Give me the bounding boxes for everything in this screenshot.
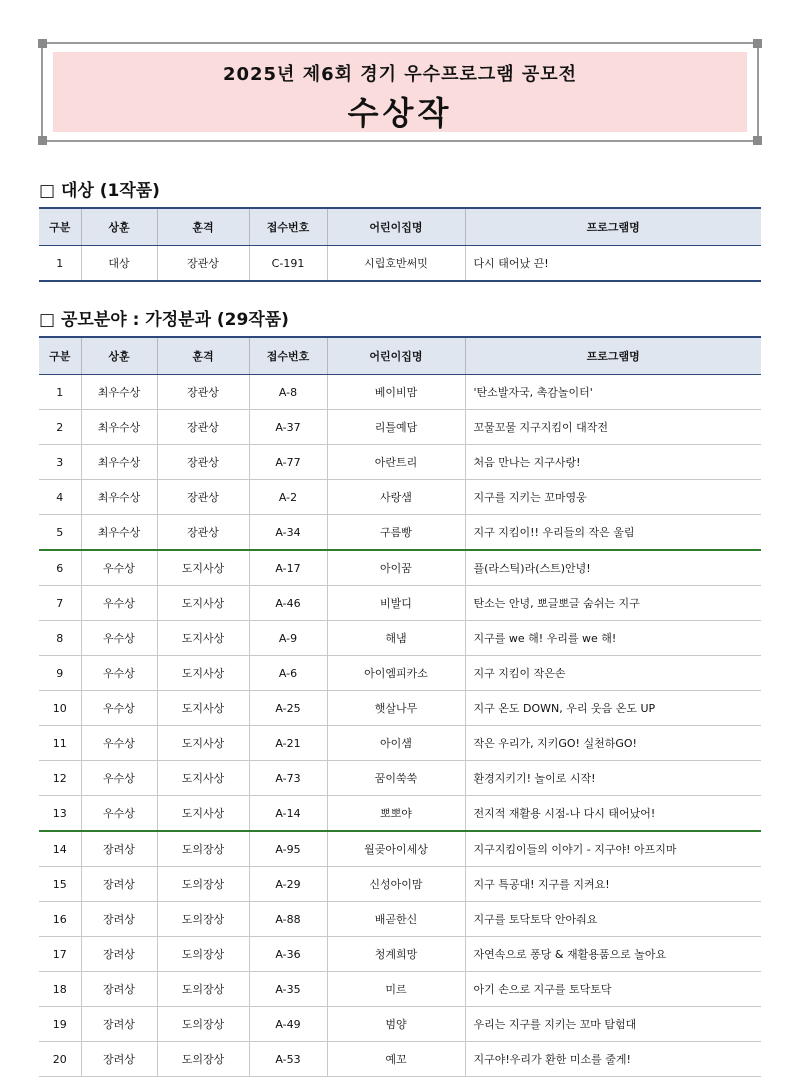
cell-receipt-no: C-191 [249, 246, 327, 282]
table-row [39, 621, 761, 656]
cell-award: 장려상 [81, 1042, 157, 1077]
cell-daycare-name: 아이엠피카소 [327, 656, 465, 691]
cell-honor: 도지사상 [157, 726, 249, 761]
cell-number: 18 [39, 972, 81, 1007]
cell-honor: 장관상 [157, 480, 249, 515]
cell-award: 장려상 [81, 902, 157, 937]
document-title: 수상작 [347, 94, 453, 132]
cell-program-name: 다시 태어났 끈! [465, 246, 761, 282]
cell-daycare-name: 아란트리 [327, 445, 465, 480]
cell-program-name: 처음 만나는 지구사랑! [465, 445, 761, 480]
cell-honor: 도지사상 [157, 656, 249, 691]
grand-prize-table [39, 207, 761, 282]
column-header: 구분 [39, 337, 81, 375]
column-header: 훈격 [157, 208, 249, 246]
cell-receipt-no: A-37 [249, 410, 327, 445]
cell-daycare-name: 베이비맘 [327, 375, 465, 410]
cell-receipt-no: A-88 [249, 902, 327, 937]
cell-award: 우수상 [81, 550, 157, 586]
cell-number: 19 [39, 1007, 81, 1042]
column-header: 훈격 [157, 337, 249, 375]
cell-honor: 도의장상 [157, 1007, 249, 1042]
cell-program-name: 지구를 토닥토닥 안아줘요 [465, 902, 761, 937]
column-header: 접수번호 [249, 337, 327, 375]
cell-number: 9 [39, 656, 81, 691]
table-header-row [39, 208, 761, 246]
cell-daycare-name: 아이꿈 [327, 550, 465, 586]
cell-award: 최우수상 [81, 375, 157, 410]
table-row [39, 480, 761, 515]
cell-number: 14 [39, 831, 81, 867]
cell-receipt-no: A-2 [249, 480, 327, 515]
title-frame [41, 42, 759, 142]
title-box [53, 52, 747, 132]
cell-receipt-no: A-14 [249, 796, 327, 832]
cell-number: 16 [39, 902, 81, 937]
table-row [39, 691, 761, 726]
cell-award: 우수상 [81, 586, 157, 621]
cell-receipt-no: A-21 [249, 726, 327, 761]
cell-program-name: 지구 지킴이!! 우리들의 작은 울림 [465, 515, 761, 551]
cell-program-name: 플(라스틱)라(스트)안녕! [465, 550, 761, 586]
cell-number: 6 [39, 550, 81, 586]
cell-honor: 도의장상 [157, 1042, 249, 1077]
cell-receipt-no: A-6 [249, 656, 327, 691]
cell-receipt-no: A-8 [249, 375, 327, 410]
column-header: 구분 [39, 208, 81, 246]
cell-receipt-no: A-73 [249, 761, 327, 796]
cell-honor: 장관상 [157, 515, 249, 551]
cell-award: 대상 [81, 246, 157, 282]
cell-award: 우수상 [81, 691, 157, 726]
cell-receipt-no: A-95 [249, 831, 327, 867]
cell-award: 최우수상 [81, 410, 157, 445]
cell-honor: 도의장상 [157, 867, 249, 902]
cell-daycare-name: 비발디 [327, 586, 465, 621]
cell-number: 10 [39, 691, 81, 726]
corner-marker [38, 136, 47, 145]
cell-honor: 장관상 [157, 410, 249, 445]
table-row [39, 902, 761, 937]
table-row [39, 867, 761, 902]
cell-award: 최우수상 [81, 445, 157, 480]
cell-award: 우수상 [81, 621, 157, 656]
cell-program-name: 전지적 재활용 시점-나 다시 태어났어! [465, 796, 761, 832]
table-header-row [39, 337, 761, 375]
column-header: 접수번호 [249, 208, 327, 246]
table-row [39, 972, 761, 1007]
cell-honor: 도의장상 [157, 972, 249, 1007]
table-row [39, 515, 761, 551]
cell-award: 우수상 [81, 761, 157, 796]
cell-honor: 도지사상 [157, 761, 249, 796]
cell-daycare-name: 리틀예담 [327, 410, 465, 445]
table-row [39, 656, 761, 691]
cell-honor: 도의장상 [157, 831, 249, 867]
column-header: 어린이집명 [327, 208, 465, 246]
cell-number: 12 [39, 761, 81, 796]
cell-program-name: 지구를 we 해! 우리를 we 해! [465, 621, 761, 656]
column-header: 상훈 [81, 337, 157, 375]
table-row [39, 375, 761, 410]
table-row [39, 550, 761, 586]
cell-receipt-no: A-53 [249, 1042, 327, 1077]
cell-number: 1 [39, 246, 81, 282]
cell-daycare-name: 사랑샘 [327, 480, 465, 515]
cell-award: 장려상 [81, 1007, 157, 1042]
cell-program-name: 아기 손으로 지구를 토닥토닥 [465, 972, 761, 1007]
corner-marker [753, 136, 762, 145]
cell-number: 4 [39, 480, 81, 515]
cell-daycare-name: 햇살나무 [327, 691, 465, 726]
cell-award: 장려상 [81, 937, 157, 972]
table-row [39, 831, 761, 867]
cell-award: 우수상 [81, 796, 157, 832]
cell-daycare-name: 신성아이맘 [327, 867, 465, 902]
cell-honor: 도의장상 [157, 902, 249, 937]
cell-number: 15 [39, 867, 81, 902]
cell-number: 1 [39, 375, 81, 410]
cell-daycare-name: 아이샘 [327, 726, 465, 761]
table-row [39, 445, 761, 480]
cell-honor: 도지사상 [157, 691, 249, 726]
cell-number: 13 [39, 796, 81, 832]
cell-program-name: 지구야!우리가 환한 미소를 줄게! [465, 1042, 761, 1077]
cell-number: 2 [39, 410, 81, 445]
cell-daycare-name: 월곶아이세상 [327, 831, 465, 867]
cell-award: 최우수상 [81, 480, 157, 515]
table-row [39, 796, 761, 832]
home-division-table [39, 336, 761, 1077]
corner-marker [753, 39, 762, 48]
cell-program-name: 탄소는 안녕, 뽀글뽀글 숨쉬는 지구 [465, 586, 761, 621]
section-heading-grand-prize: □ 대상 (1작품) [39, 181, 160, 201]
cell-program-name: 지구지킴이들의 이야기 - 지구야! 아프지마 [465, 831, 761, 867]
column-header: 프로그램명 [465, 337, 761, 375]
cell-award: 최우수상 [81, 515, 157, 551]
cell-receipt-no: A-25 [249, 691, 327, 726]
cell-honor: 도지사상 [157, 550, 249, 586]
cell-program-name: 지구를 지키는 꼬마영웅 [465, 480, 761, 515]
cell-number: 8 [39, 621, 81, 656]
cell-receipt-no: A-17 [249, 550, 327, 586]
cell-daycare-name: 뽀뽀야 [327, 796, 465, 832]
cell-receipt-no: A-34 [249, 515, 327, 551]
column-header: 프로그램명 [465, 208, 761, 246]
cell-receipt-no: A-36 [249, 937, 327, 972]
cell-daycare-name: 청계희망 [327, 937, 465, 972]
cell-receipt-no: A-29 [249, 867, 327, 902]
cell-program-name: 작은 우리가, 지키GO! 실천하GO! [465, 726, 761, 761]
table-row [39, 410, 761, 445]
table-row [39, 761, 761, 796]
cell-honor: 장관상 [157, 246, 249, 282]
cell-daycare-name: 배곧한신 [327, 902, 465, 937]
column-header: 상훈 [81, 208, 157, 246]
table-row [39, 246, 761, 282]
cell-program-name: 꼬물꼬물 지구지킴이 대작전 [465, 410, 761, 445]
cell-honor: 도의장상 [157, 937, 249, 972]
cell-award: 장려상 [81, 831, 157, 867]
cell-program-name: 우리는 지구를 지키는 꼬마 탐험대 [465, 1007, 761, 1042]
table-row [39, 726, 761, 761]
cell-daycare-name: 범양 [327, 1007, 465, 1042]
cell-receipt-no: A-35 [249, 972, 327, 1007]
cell-daycare-name: 꿈이쑥쑥 [327, 761, 465, 796]
cell-number: 17 [39, 937, 81, 972]
table-row [39, 1042, 761, 1077]
cell-daycare-name: 예꼬 [327, 1042, 465, 1077]
cell-number: 11 [39, 726, 81, 761]
cell-honor: 장관상 [157, 375, 249, 410]
cell-honor: 도지사상 [157, 621, 249, 656]
corner-marker [38, 39, 47, 48]
cell-receipt-no: A-46 [249, 586, 327, 621]
cell-award: 우수상 [81, 656, 157, 691]
cell-number: 5 [39, 515, 81, 551]
cell-program-name: 환경지키기! 놀이로 시작! [465, 761, 761, 796]
cell-daycare-name: 미르 [327, 972, 465, 1007]
cell-program-name: '탄소발자국, 촉감놀이터' [465, 375, 761, 410]
cell-award: 장려상 [81, 972, 157, 1007]
cell-receipt-no: A-77 [249, 445, 327, 480]
table-row [39, 1007, 761, 1042]
cell-number: 7 [39, 586, 81, 621]
cell-receipt-no: A-9 [249, 621, 327, 656]
table-row [39, 586, 761, 621]
cell-program-name: 지구 지킴이 작은손 [465, 656, 761, 691]
cell-number: 20 [39, 1042, 81, 1077]
table-row [39, 937, 761, 972]
cell-award: 장려상 [81, 867, 157, 902]
cell-program-name: 자연속으로 퐁당 & 재활용품으로 놀아요 [465, 937, 761, 972]
cell-award: 우수상 [81, 726, 157, 761]
cell-honor: 장관상 [157, 445, 249, 480]
column-header: 어린이집명 [327, 337, 465, 375]
cell-receipt-no: A-49 [249, 1007, 327, 1042]
cell-honor: 도지사상 [157, 796, 249, 832]
cell-program-name: 지구 온도 DOWN, 우리 웃음 온도 UP [465, 691, 761, 726]
document-subtitle: 2025년 제6회 경기 우수프로그램 공모전 [222, 64, 578, 85]
cell-daycare-name: 구름빵 [327, 515, 465, 551]
cell-daycare-name: 해냄 [327, 621, 465, 656]
cell-daycare-name: 시립호반써밋 [327, 246, 465, 282]
cell-honor: 도지사상 [157, 586, 249, 621]
section-heading-home-division: □ 공모분야 : 가정분과 (29작품) [39, 310, 289, 330]
cell-number: 3 [39, 445, 81, 480]
cell-program-name: 지구 특공대! 지구를 지켜요! [465, 867, 761, 902]
